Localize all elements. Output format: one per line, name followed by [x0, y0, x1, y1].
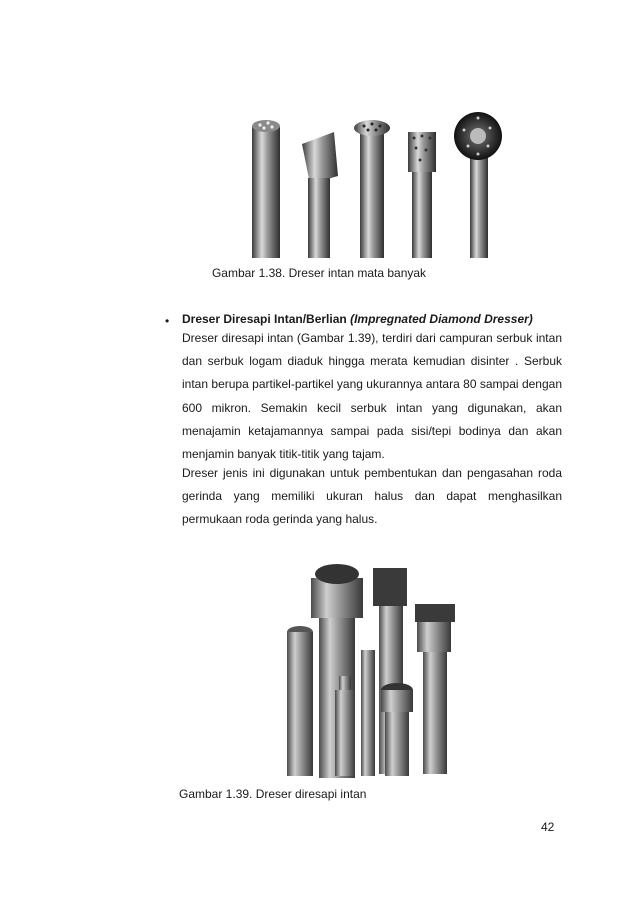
figure-1-38-caption: Gambar 1.38. Dreser intan mata banyak	[211, 266, 427, 280]
dresser-tool-f	[361, 650, 375, 776]
figure-1-38-image	[238, 108, 504, 260]
page-number: 42	[541, 820, 555, 834]
dresser-tool-a	[287, 626, 313, 776]
figure-1-39-caption-text: Gambar 1.39. Dreser diresapi intan	[179, 787, 367, 801]
section-heading-italic: (Impregnated Diamond Dresser)	[350, 312, 533, 326]
paragraph-2: Dreser jenis ini digunakan untuk pembentukan dan pengasahan roda gerinda yang memiliki ukuran halus dan dapat menghasilkan permukaan roda gerinda yang halus.	[182, 466, 562, 527]
paragraph-1: Dreser diresapi intan (Gambar 1.39), terdiri dari campuran serbuk intan dan serbuk logam diaduk hingga merata kemudian disinter . Serbuk intan berupa partikel-partikel yang ukurannya antara 80 sampai dengan 600 mikron. Semakin kecil serbuk intan yang digunakan, akan menajamin ketajamannya sampai pada sisi/tepi bodinya dan akan menjamin banyak titik-titik yang tajam.	[182, 331, 562, 462]
figure-1-39-image	[283, 548, 463, 780]
dresser-tool-g	[381, 683, 413, 776]
section-heading	[182, 312, 533, 326]
bullet-icon: •	[165, 314, 170, 328]
dresser-tool-4	[408, 132, 436, 258]
dresser-tool-3	[354, 120, 390, 258]
dresser-tool-2	[302, 132, 338, 258]
dresser-tool-5	[454, 112, 502, 258]
dresser-tool-1	[252, 120, 280, 258]
dresser-tool-d	[415, 604, 455, 774]
dresser-tool-e	[335, 676, 355, 776]
section-heading-text: Dreser Diresapi Intan/Berlian	[182, 312, 347, 326]
